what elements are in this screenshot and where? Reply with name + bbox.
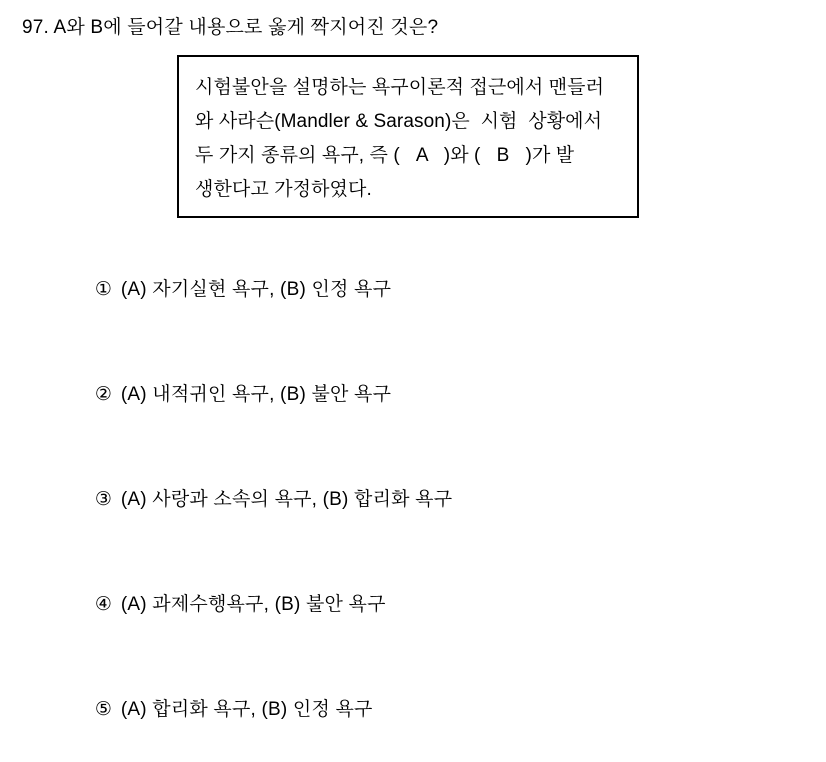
choice-marker-1: ① [94,279,113,300]
answer-choice-list [62,237,762,762]
question-stem: 97. A와 B에 들어갈 내용으로 옳게 짝지어진 것은? [22,17,439,38]
answer-choice-4[interactable] [62,552,762,657]
passage-line-3: 두 가지 종류의 욕구, 즉 ( A )와 ( B )가 발 [195,145,575,166]
choice-text-4: (A) 과제수행욕구, (B) 불안 욕구 [120,594,386,615]
choice-marker-3: ③ [94,489,113,510]
choice-marker-5: ⑤ [94,699,113,720]
choice-marker-2: ② [94,384,113,405]
passage-line-4: 생한다고 가정하였다. [195,179,372,200]
choice-text-2: (A) 내적귀인 욕구, (B) 불안 욕구 [120,384,392,405]
choice-marker-4: ④ [94,594,113,615]
passage-line-1: 시험불안을 설명하는 욕구이론적 접근에서 맨들러 [195,77,605,98]
answer-choice-1[interactable] [62,237,762,342]
passage-line-2: 와 사라슨(Mandler & Sarason)은 시험 상황에서 [195,111,603,132]
passage-box [177,55,639,218]
choice-text-3: (A) 사랑과 소속의 욕구, (B) 합리화 욕구 [120,489,453,510]
choice-text-5: (A) 합리화 욕구, (B) 인정 욕구 [120,699,373,720]
answer-choice-5[interactable] [62,657,762,762]
choice-text-1: (A) 자기실현 욕구, (B) 인정 욕구 [120,279,392,300]
answer-choice-2[interactable] [62,342,762,447]
answer-choice-3[interactable] [62,447,762,552]
